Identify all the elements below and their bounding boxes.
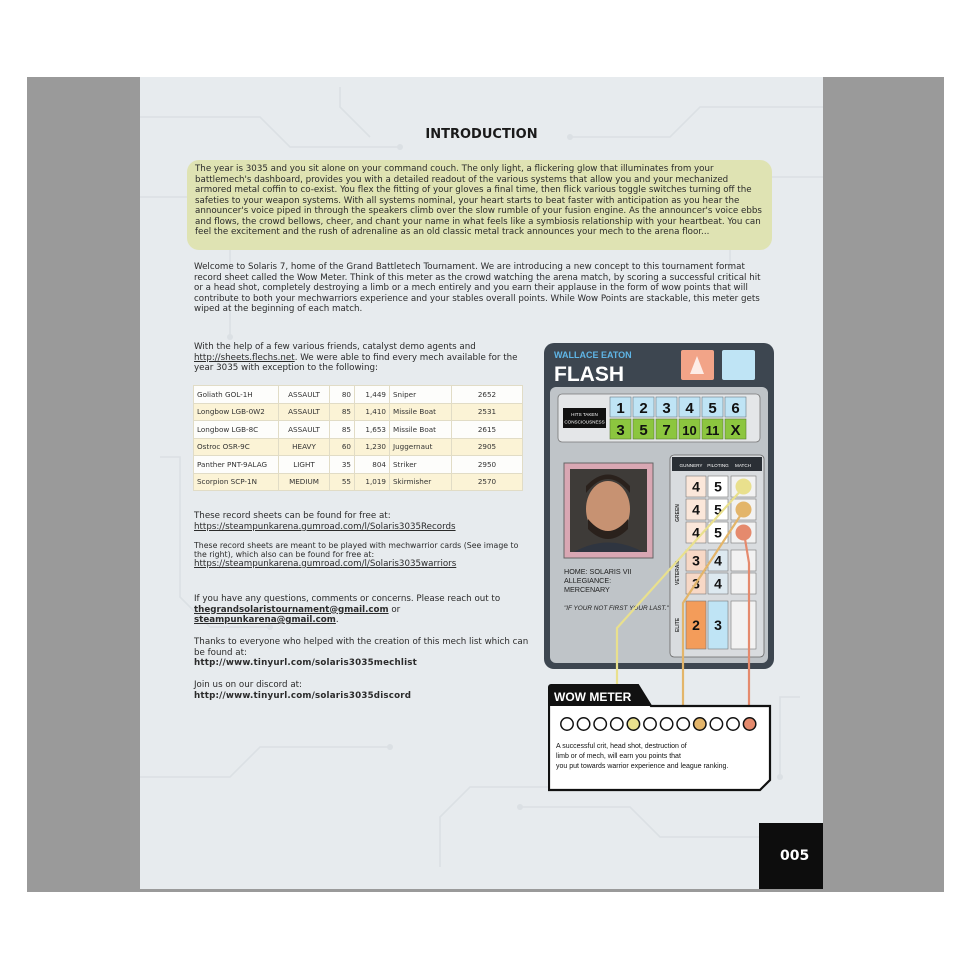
wow-pip[interactable] <box>577 718 589 730</box>
piloting-value: 4 <box>714 575 722 592</box>
wow-pip[interactable] <box>644 718 656 730</box>
contact-mid: or <box>388 604 401 615</box>
wow-meter-title: WOW METER <box>554 690 632 704</box>
mech-bv: 1,019 <box>355 473 390 491</box>
wow-pip[interactable] <box>611 718 623 730</box>
page-title: INTRODUCTION <box>425 127 538 142</box>
cards-paragraph <box>194 541 524 569</box>
consciousness-value: 3 <box>616 422 625 439</box>
thanks-text: Thanks to everyone who helped with the creation of this mech list which can be found at: <box>194 637 529 658</box>
cards-text: These record sheets are meant to be played with mechwarrior cards (See image to the right), which also can be found for free at: <box>194 541 519 560</box>
hit-value: 4 <box>685 400 694 417</box>
records-paragraph <box>194 511 524 532</box>
hit-value: 2 <box>639 400 648 417</box>
records-text: These record sheets can be found for free at: <box>194 511 391 521</box>
gunnery-value: 3 <box>692 575 700 592</box>
table-row <box>194 438 523 456</box>
hits-taken-label: HITS TAKEN <box>571 412 598 417</box>
piloting-header: PILOTING <box>707 463 729 468</box>
wow-pip[interactable] <box>594 718 606 730</box>
contact-after: . <box>335 615 339 625</box>
intro-text: The year is 3035 and you sit alone on your command couch. The only light, a flickering glow that illuminates from your battlemech's dashboard, provides you with a detailed readout of the various systems that allow you and your mechanized armored metal coffin to co-exist. You flex the fitting of your gloves a final time, then flick various toggle switches turning off the safeties to your weapon systems. With all systems nominal, your heart starts to beat faster with anticipation as you hear the announcer's voice piped in through the speakers climb over the slow rumble of your fusion engine. As the announcer's voice ebbs and flows, the crowd bellows, cheer, and chant your name in what feels like a symbiosis relationship with your heartbeat. You can feel the excitement and the rush of adrenaline as an old classic metal track announces your mech to the arena floor... <box>195 164 762 237</box>
rank-label-green: GREEN <box>675 504 681 522</box>
rank-label-veteran: VETERAN <box>675 561 681 585</box>
mech-tons: 85 <box>330 421 355 439</box>
mech-bv: 804 <box>355 456 390 474</box>
mech-cost: 2615 <box>452 421 523 439</box>
table-row <box>194 456 523 474</box>
consciousness-value: 5 <box>639 422 648 439</box>
consciousness-value: X <box>730 422 741 439</box>
mech-name: Goliath GOL-1H <box>194 386 279 404</box>
discord-paragraph <box>194 680 534 701</box>
gunnery-header: GUNNERY <box>679 463 703 468</box>
mech-tons: 60 <box>330 438 355 456</box>
piloting-value: 5 <box>714 478 722 495</box>
document-page <box>140 77 823 889</box>
mech-name: Scorpion SCP-1N <box>194 473 279 491</box>
gunnery-value: 4 <box>692 501 700 518</box>
mech-class: HEAVY <box>279 438 330 456</box>
sheets-link[interactable]: http://sheets.flechs.net <box>194 352 295 363</box>
wow-description-line-1: A successful crit, head shot, destruction of <box>556 743 687 750</box>
table-row <box>194 386 523 404</box>
mech-name: Longbow LGB-0W2 <box>194 403 279 421</box>
table-row <box>194 403 523 421</box>
mech-class: ASSAULT <box>279 386 330 404</box>
help-text-before: With the help of a few various friends, catalyst demo agents and <box>194 342 476 352</box>
mech-tons: 85 <box>330 403 355 421</box>
intro-text-box <box>187 160 772 250</box>
help-text-after: . We were able to find every mech available for the year 3035 with exception to the following: <box>194 352 518 373</box>
callsign: FLASH <box>554 363 624 386</box>
hit-value: 5 <box>708 400 717 417</box>
rank-label-elite: ELITE <box>675 617 681 633</box>
mech-name: Longbow LGB-8C <box>194 421 279 439</box>
mech-tons: 35 <box>330 456 355 474</box>
discord-text: Join us on our discord at: <box>194 680 302 690</box>
contact-text: If you have any questions, comments or concerns. Please reach out to <box>194 594 501 604</box>
home-text: HOME: SOLARIS VII <box>564 567 632 576</box>
mech-role: Striker <box>390 456 452 474</box>
mech-cost: 2950 <box>452 456 523 474</box>
wow-pip[interactable] <box>627 718 639 730</box>
piloting-value: 3 <box>714 617 722 633</box>
allegiance-label: ALLEGIANCE: <box>564 576 612 585</box>
piloting-value: 5 <box>714 501 722 518</box>
mech-bv: 1,410 <box>355 403 390 421</box>
wow-description-line-3: you put towards warrior experience and league ranking. <box>556 763 729 770</box>
consciousness-value: 11 <box>705 423 720 438</box>
gunnery-value: 2 <box>692 617 700 633</box>
mech-exceptions-table <box>193 385 523 491</box>
wow-pip[interactable] <box>694 718 706 730</box>
piloting-value: 5 <box>714 524 722 541</box>
quote-text: "IF YOUR NOT FIRST YOUR LAST." <box>564 605 669 612</box>
mech-cost: 2570 <box>452 473 523 491</box>
mech-bv: 1,449 <box>355 386 390 404</box>
contact-paragraph <box>194 594 534 626</box>
mech-class: MEDIUM <box>279 473 330 491</box>
wow-pip[interactable] <box>677 718 689 730</box>
mech-role: Skirmisher <box>390 473 452 491</box>
hit-value: 3 <box>662 400 671 417</box>
welcome-paragraph: Welcome to Solaris 7, home of the Grand Battletech Tournament. We are introducing a new concept to this tournament format record sheet called the Wow Meter. Think of this meter as the crowd watching the arena match, by scoring a successful critical hit or a head shot, completely destroying a limb or a mech entirely and you earn their applause in the form of wow points that will contribute to both your mechwarriors experience and your stables overall points. While Wow Points are stackable, this meter gets wiped at the beginning of each match. <box>194 262 761 314</box>
records-link[interactable]: https://steampunkarena.gumroad.com/l/Solaris3035Records <box>194 521 456 532</box>
gunnery-value: 4 <box>692 524 700 541</box>
page-number-badge <box>759 823 823 889</box>
gunnery-value: 3 <box>692 552 700 569</box>
cards-link[interactable]: https://steampunkarena.gumroad.com/l/Solaris3035warriors <box>194 558 457 569</box>
pilot-name: WALLACE EATON <box>554 350 632 360</box>
mech-class: ASSAULT <box>279 421 330 439</box>
page-number: 005 <box>780 848 810 864</box>
wow-meter <box>548 684 774 792</box>
piloting-value: 4 <box>714 552 722 569</box>
gunnery-value: 4 <box>692 478 700 495</box>
mech-name: Ostroc OSR-9C <box>194 438 279 456</box>
hit-value: 6 <box>731 400 740 417</box>
mech-role: Missile Boat <box>390 403 452 421</box>
wow-pip[interactable] <box>710 718 722 730</box>
mech-role: Juggernaut <box>390 438 452 456</box>
help-paragraph <box>194 342 534 374</box>
match-header: MATCH <box>735 463 751 468</box>
consciousness-value: 10 <box>682 423 697 438</box>
mech-bv: 1,230 <box>355 438 390 456</box>
table-row <box>194 473 523 491</box>
mech-role: Sniper <box>390 386 452 404</box>
mech-class: ASSAULT <box>279 403 330 421</box>
wow-pip[interactable] <box>743 718 755 730</box>
faction-text: MERCENARY <box>564 585 610 594</box>
consciousness-value: 7 <box>662 422 671 439</box>
wow-description-line-2: limb or of mech, will earn you points that <box>556 753 681 760</box>
mech-name: Panther PNT-9ALAG <box>194 456 279 474</box>
mech-role: Missile Boat <box>390 421 452 439</box>
wow-pip[interactable] <box>561 718 573 730</box>
mech-cost: 2905 <box>452 438 523 456</box>
mech-cost: 2652 <box>452 386 523 404</box>
mech-cost: 2531 <box>452 403 523 421</box>
mechlist-link[interactable]: http://www.tinyurl.com/solaris3035mechlist <box>194 658 417 668</box>
discord-link[interactable]: http://www.tinyurl.com/solaris3035discord <box>194 690 412 701</box>
mech-tons: 55 <box>330 473 355 491</box>
mech-tons: 80 <box>330 386 355 404</box>
email-link-tournament[interactable]: thegrandsolaristournament@gmail.com <box>194 604 389 615</box>
consciousness-label: CONSCIOUSNESS <box>564 419 605 425</box>
thanks-paragraph <box>194 637 534 669</box>
hit-value: 1 <box>616 400 625 417</box>
mech-bv: 1,653 <box>355 421 390 439</box>
wow-pip[interactable] <box>727 718 739 730</box>
email-link-steampunk[interactable]: steampunkarena@gmail.com <box>194 615 336 625</box>
table-row <box>194 421 523 439</box>
wow-pip[interactable] <box>660 718 672 730</box>
mech-class: LIGHT <box>279 456 330 474</box>
